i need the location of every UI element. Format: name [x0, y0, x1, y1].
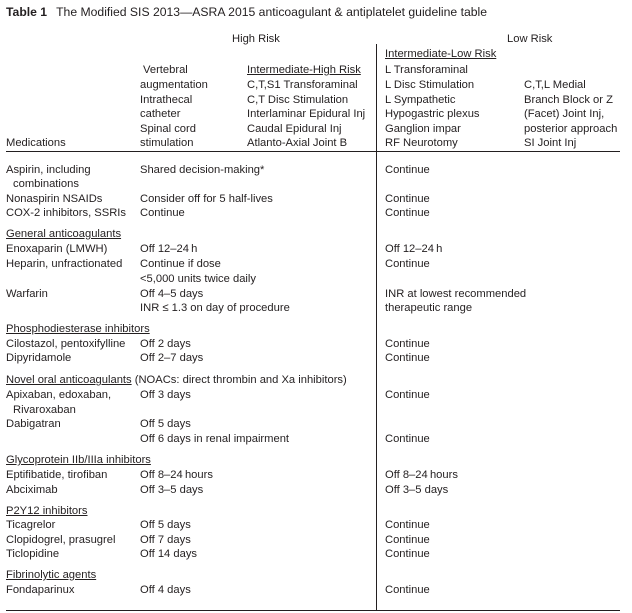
- medications-heading: Medications: [6, 137, 66, 149]
- high-risk-value: Continue if dose: [140, 258, 221, 270]
- low-risk-value: Off 3–5 days: [385, 484, 449, 496]
- section-note: (NOACs: direct thrombin and Xa inhibitors): [131, 374, 347, 386]
- med-name: Warfarin: [6, 288, 48, 300]
- high-risk-value: Shared decision-making*: [140, 164, 265, 176]
- high-col1-line: catheter: [140, 108, 181, 120]
- intermediate-high-item: C,T,S1 Transforaminal: [247, 79, 358, 91]
- high-risk-value: Off 4 days: [140, 584, 191, 596]
- low-risk-value: Continue: [385, 193, 430, 205]
- med-name: Abciximab: [6, 484, 58, 496]
- bottom-rule: [6, 610, 620, 611]
- intermediate-high-heading: Intermediate-High Risk: [247, 64, 361, 76]
- high-risk-value: Off 14 days: [140, 548, 198, 560]
- med-name: Heparin, unfractionated: [6, 258, 123, 270]
- high-col1-line: Spinal cord: [140, 123, 196, 135]
- section-heading: [6, 373, 347, 388]
- low-risk-heading: Low Risk: [507, 33, 553, 45]
- intermediate-high-item: Atlanto-Axial Joint B: [247, 137, 348, 149]
- low-risk-value: Continue: [385, 258, 430, 270]
- high-risk-value: Off 8–24 hours: [140, 469, 213, 481]
- low-risk-value: therapeutic range: [385, 302, 473, 314]
- section-heading: Glycoprotein IIb/IIIa inhibitors: [6, 454, 151, 466]
- high-col1-line: augmentation: [140, 79, 208, 91]
- high-risk-value: Off 3–5 days: [140, 484, 204, 496]
- low-risk-value: Continue: [385, 433, 430, 445]
- intermediate-high-item: Interlaminar Epidural Inj: [247, 108, 366, 120]
- intermediate-low-heading: Intermediate-Low Risk: [385, 48, 497, 60]
- med-name: Dipyridamole: [6, 352, 72, 364]
- med-name: Ticlopidine: [6, 548, 60, 560]
- intermediate-low-item: L Disc Stimulation: [385, 79, 475, 91]
- low-risk-value: Continue: [385, 534, 430, 546]
- low-risk-value: Continue: [385, 389, 430, 401]
- high-risk-value: Off 4–5 days: [140, 288, 204, 300]
- low-risk-value: Continue: [385, 338, 430, 350]
- intermediate-high-item: Caudal Epidural Inj: [247, 123, 342, 135]
- intermediate-low-item: RF Neurotomy: [385, 137, 458, 149]
- table-label: Table 1: [6, 5, 48, 19]
- high-risk-value: Off 5 days: [140, 519, 191, 531]
- high-risk-value: INR ≤ 1.3 on day of procedure: [140, 302, 290, 314]
- med-name: Ticagrelor: [6, 519, 56, 531]
- high-risk-value: Off 3 days: [140, 389, 191, 401]
- high-risk-value: Off 2–7 days: [140, 352, 204, 364]
- high-risk-value: Consider off for 5 half-lives: [140, 193, 273, 205]
- low-risk-value: Off 12–24 h: [385, 243, 443, 255]
- med-name: Fondaparinux: [6, 584, 75, 596]
- med-name: Enoxaparin (LMWH): [6, 243, 108, 255]
- low-risk-value: Off 8–24 hours: [385, 469, 458, 481]
- low-risk-value: Continue: [385, 548, 430, 560]
- section-heading: General anticoagulants: [6, 228, 122, 240]
- low-col2-line: Branch Block or Z: [524, 94, 613, 106]
- low-risk-value: Continue: [385, 584, 430, 596]
- intermediate-low-item: L Transforaminal: [385, 64, 468, 76]
- section-heading: Fibrinolytic agents: [6, 569, 97, 581]
- med-name: Apixaban, edoxaban,: [6, 389, 112, 401]
- high-risk-value: Off 6 days in renal impairment: [140, 433, 290, 445]
- section-heading: Phosphodiesterase inhibitors: [6, 323, 150, 335]
- med-name: Nonaspirin NSAIDs: [6, 193, 103, 205]
- header-rule: [6, 151, 620, 152]
- med-name: Eptifibatide, tirofiban: [6, 469, 108, 481]
- intermediate-low-item: Ganglion impar: [385, 123, 461, 135]
- high-risk-value: Off 5 days: [140, 418, 191, 430]
- low-col2-line: SI Joint Inj: [524, 137, 577, 149]
- section-heading: P2Y12 inhibitors: [6, 505, 88, 517]
- high-risk-value: Off 2 days: [140, 338, 191, 350]
- table-caption: [6, 5, 487, 19]
- med-name: Aspirin, including: [6, 164, 91, 176]
- low-risk-value: Continue: [385, 164, 430, 176]
- low-risk-value: Continue: [385, 207, 430, 219]
- low-risk-value: Continue: [385, 519, 430, 531]
- section-title: Novel oral anticoagulants: [6, 374, 132, 386]
- intermediate-low-item: Hypogastric plexus: [385, 108, 480, 120]
- high-risk-value: Continue: [140, 207, 185, 219]
- low-col2-line: C,T,L Medial: [524, 79, 586, 91]
- med-name: Cilostazol, pentoxifylline: [6, 338, 126, 350]
- low-col2-line: posterior approach: [524, 123, 618, 135]
- high-col1-line: stimulation: [140, 137, 194, 149]
- high-risk-value: Off 12–24 h: [140, 243, 198, 255]
- med-name: combinations: [13, 178, 79, 190]
- high-col1-line: Vertebral: [143, 64, 188, 76]
- med-name: Rivaroxaban: [13, 404, 76, 416]
- high-risk-value: Off 7 days: [140, 534, 191, 546]
- column-divider: [376, 44, 377, 611]
- low-risk-value: INR at lowest recommended: [385, 288, 527, 300]
- high-col1-line: Intrathecal: [140, 94, 193, 106]
- intermediate-high-item: C,T Disc Stimulation: [247, 94, 349, 106]
- med-name: Dabigatran: [6, 418, 61, 430]
- med-name: COX-2 inhibitors, SSRIs: [6, 207, 126, 219]
- intermediate-low-item: L Sympathetic: [385, 94, 456, 106]
- med-name: Clopidogrel, prasugrel: [6, 534, 116, 546]
- high-risk-value: <5,000 units twice daily: [140, 273, 256, 285]
- low-risk-value: Continue: [385, 352, 430, 364]
- low-col2-line: (Facet) Joint Inj,: [524, 108, 605, 120]
- high-risk-heading: High Risk: [232, 33, 280, 45]
- table-title: The Modified SIS 2013—ASRA 2015 anticoagulant & antiplatelet guideline table: [56, 5, 488, 19]
